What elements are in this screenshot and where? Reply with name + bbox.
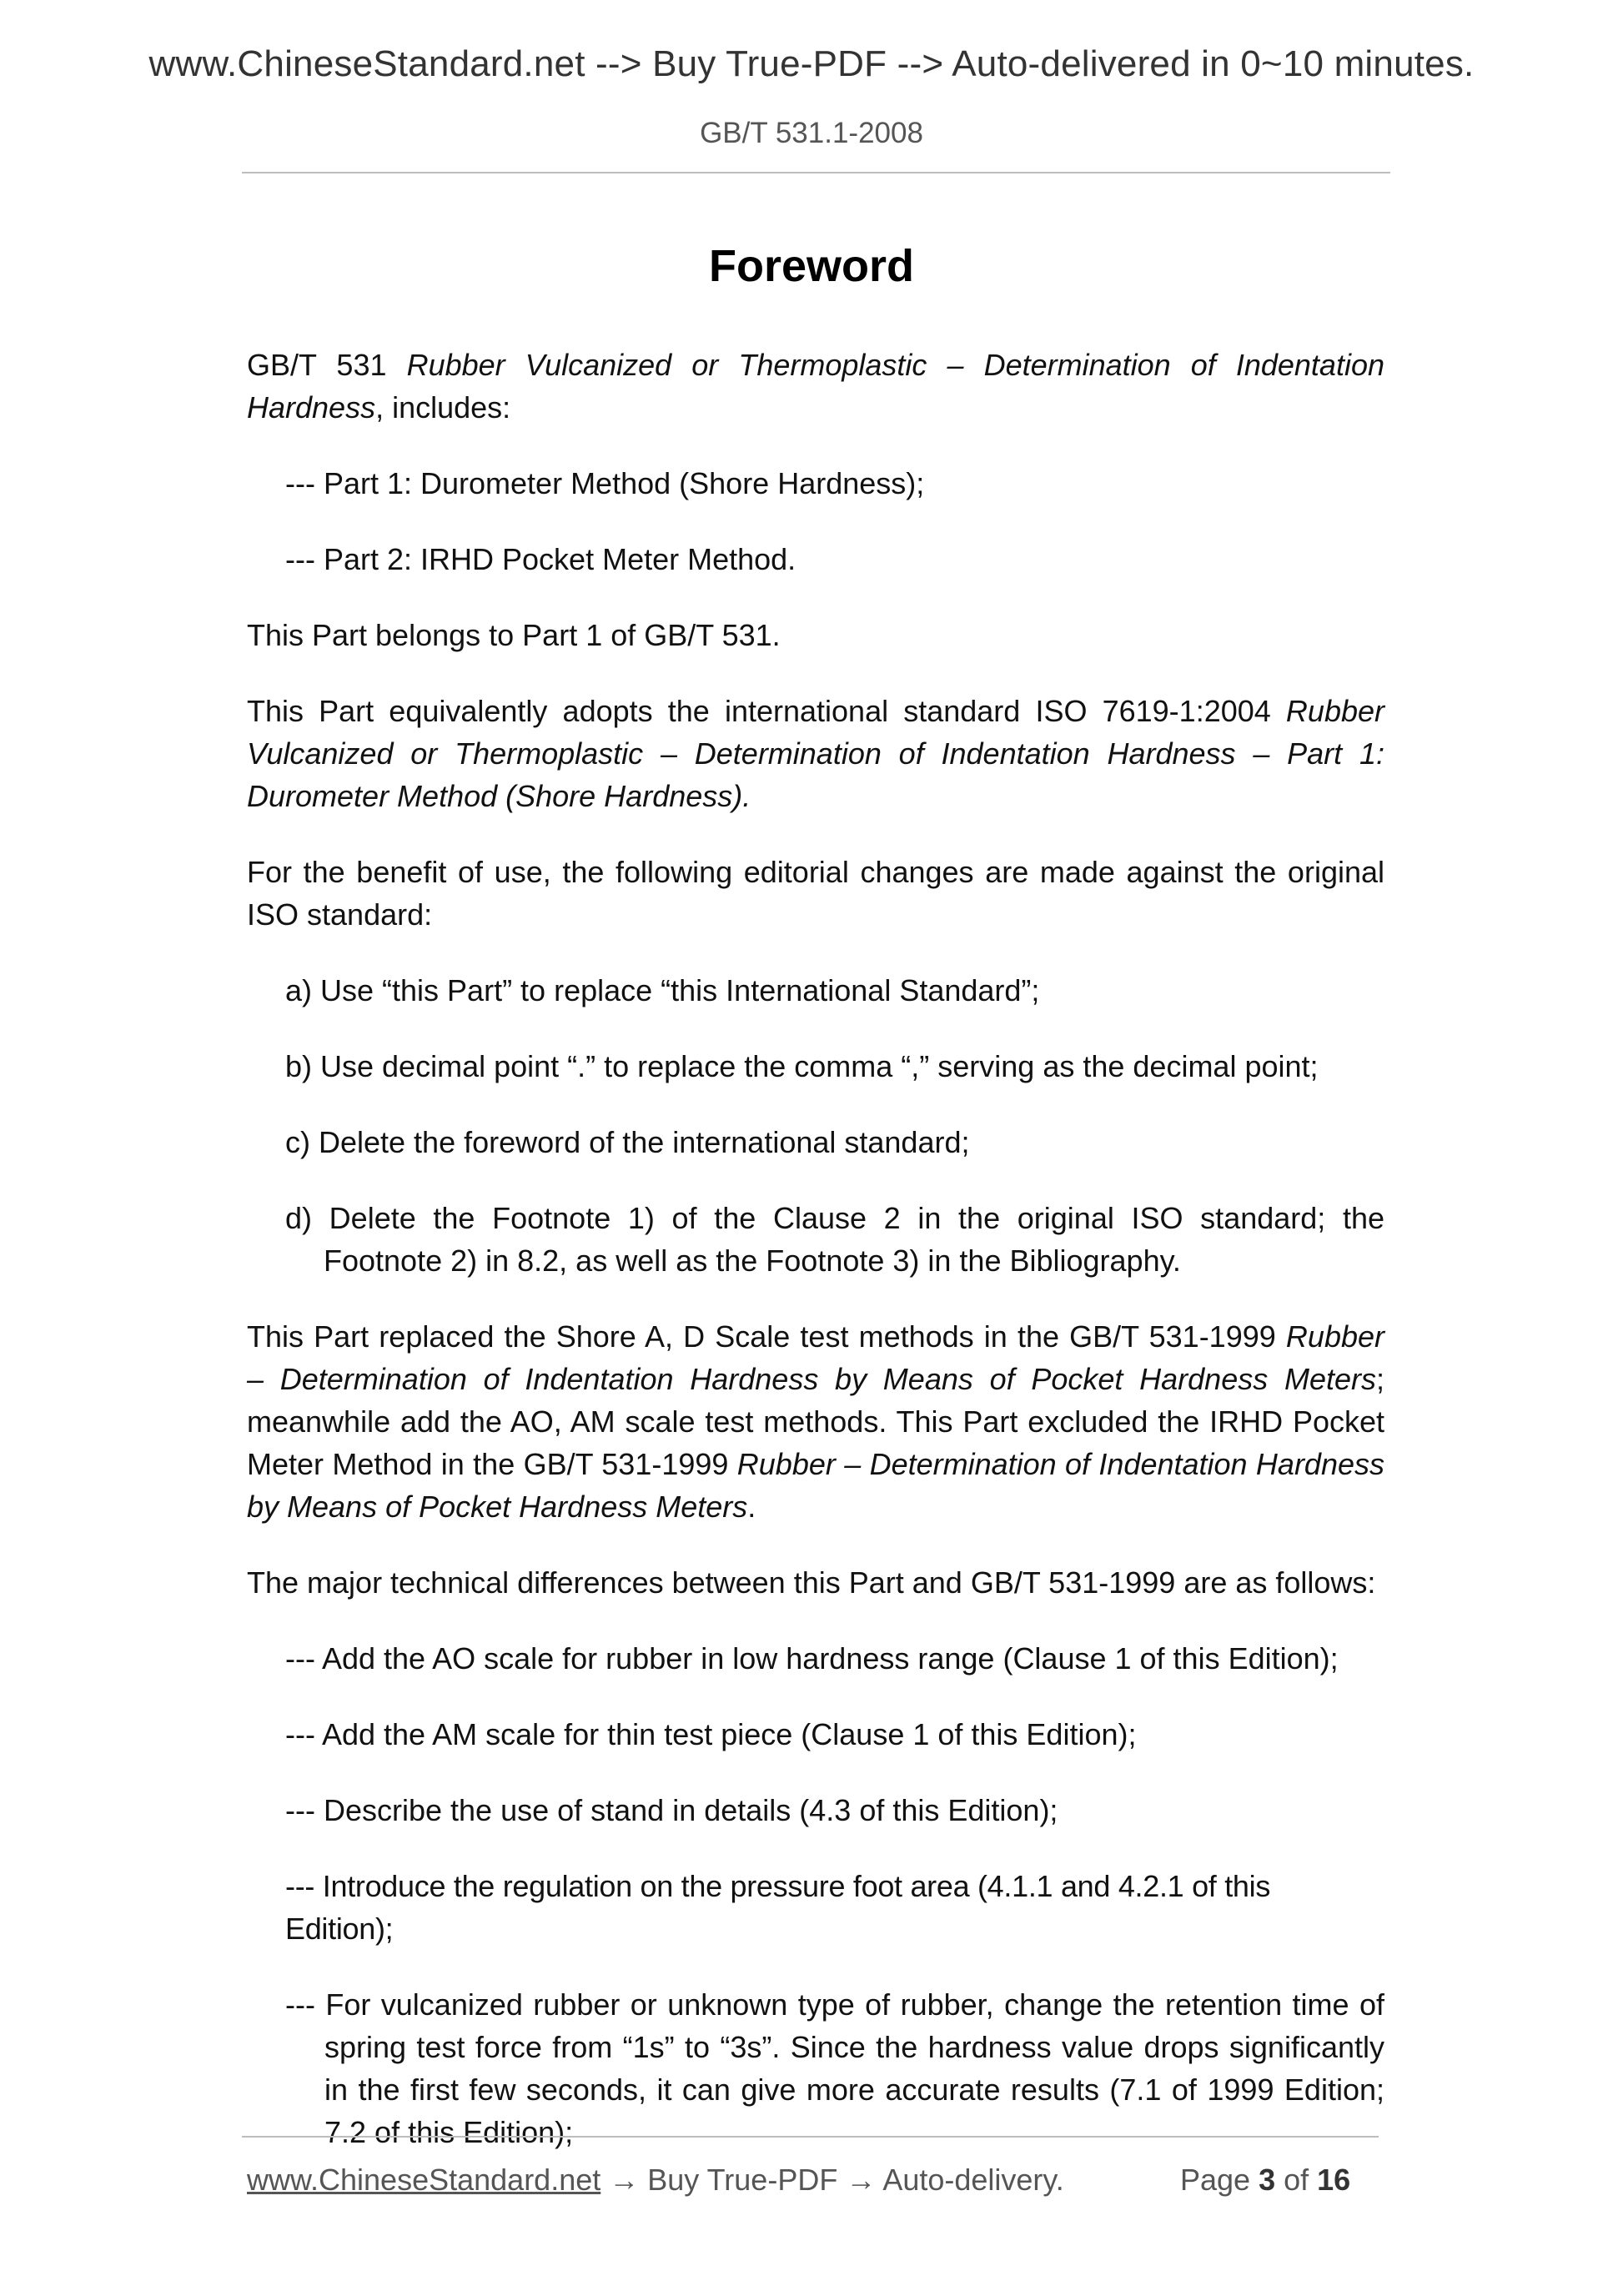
list-item-difference-5: --- For vulcanized rubber or unknown type of rubber, change the retention time of spring test force from “1s” to “3s”. Since the hardness value drops significantly in the first few seconds, it can give more accurate results (7.1 of 1999 Edition; 7.2 of this Edition);	[285, 1987, 1384, 2149]
of-label: of	[1275, 2163, 1318, 2197]
replaced-text-2: ; meanwhile add the AO, AM scale test methods. This Part excluded the IRHD Pocket Meter Method in the GB/T 531-1999	[247, 1362, 1384, 1481]
paragraph-belongs: This Part belongs to Part 1 of GB/T 531.	[247, 618, 781, 652]
footer-tagline: → Buy True-PDF → Auto-delivery.	[600, 2163, 1064, 2197]
top-banner[interactable]: www.ChineseStandard.net --> Buy True-PDF --> Auto-delivered in 0~10 minutes.	[148, 43, 1475, 84]
list-item-part-1: --- Part 1: Durometer Method (Shore Hardness);	[285, 466, 925, 500]
document-code: GB/T 531.1-2008	[700, 117, 923, 149]
page-title: Foreword	[708, 241, 914, 291]
paragraph-differences-intro: The major technical differences between this Part and GB/T 531-1999 are as follows:	[247, 1565, 1376, 1600]
list-item-part-2: --- Part 2: IRHD Pocket Meter Method.	[285, 542, 796, 576]
replaced-tail: .	[747, 1490, 756, 1524]
list-item-change-b: b) Use decimal point “.” to replace the comma “,” serving as the decimal point;	[285, 1049, 1319, 1083]
paragraph-adopts	[247, 690, 1384, 817]
paragraph-intro	[247, 344, 1384, 429]
total-pages: 16	[1317, 2163, 1351, 2197]
intro-text: GB/T 531	[247, 348, 407, 382]
replaced-title-2: Rubber – Determination of Indentation Hardness by Means of Pocket Hardness Meters	[247, 1447, 1384, 1524]
document-body	[247, 344, 1384, 2187]
adopts-text: This Part equivalently adopts the international standard ISO 7619-1:2004	[247, 694, 1286, 728]
current-page: 3	[1259, 2163, 1276, 2197]
adopts-title: Rubber Vulcanized or Thermoplastic – Determination of Indentation Hardness – Part 1: Durometer Method (Shore Hardness).	[247, 694, 1384, 813]
footer-links	[247, 2163, 1064, 2198]
list-item-difference-4: --- Introduce the regulation on the pressure foot area (4.1.1 and 4.2.1 of this Edition);	[285, 1869, 1271, 1946]
replaced-text-1: This Part replaced the Shore A, D Scale test methods in the GB/T 531-1999	[247, 1319, 1286, 1354]
list-item-change-a: a) Use “this Part” to replace “this International Standard”;	[285, 973, 1040, 1007]
paragraph-replaced	[247, 1315, 1384, 1528]
footer-site-link[interactable]: www.ChineseStandard.net	[247, 2163, 601, 2197]
footer-divider	[242, 2136, 1379, 2138]
list-item-difference-3: --- Describe the use of stand in details (4.3 of this Edition);	[285, 1793, 1058, 1827]
header-divider	[242, 172, 1390, 173]
list-item-change-c: c) Delete the foreword of the international standard;	[285, 1125, 970, 1159]
replaced-title-1: Rubber – Determination of Indentation Hardness by Means of Pocket Hardness Meters	[247, 1319, 1384, 1396]
intro-tail: , includes:	[375, 390, 511, 425]
list-item-difference-2: --- Add the AM scale for thin test piece (Clause 1 of this Edition);	[285, 1717, 1137, 1751]
list-item-change-d: d) Delete the Footnote 1) of the Clause 2 in the original ISO standard; the Footnote 2) in 8.2, as well as the Footnote 3) in the Bibliography.	[285, 1201, 1384, 1278]
list-item-difference-1: --- Add the AO scale for rubber in low hardness range (Clause 1 of this Edition);	[285, 1641, 1339, 1676]
paragraph-changes-intro: For the benefit of use, the following editorial changes are made against the original ISO standard:	[247, 855, 1384, 932]
intro-title: Rubber Vulcanized or Thermoplastic – Determination of Indentation Hardness	[247, 348, 1384, 425]
page-number	[1180, 2163, 1350, 2198]
page-label: Page	[1180, 2163, 1259, 2197]
